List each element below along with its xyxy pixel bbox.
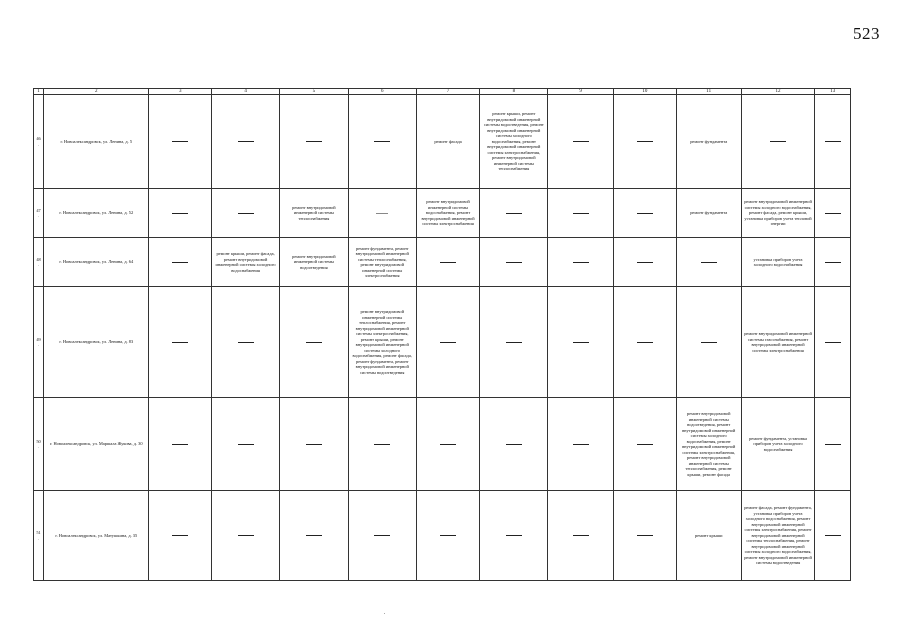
- address-text: г. Новоалександровск, ул. Маршала Жукова, д. 30: [49, 441, 143, 447]
- work-cell-col-8: [480, 287, 548, 398]
- work-text: ремонт внутридомовой инженерной системы водоснабжения, ремонт внутридомовой инженерной системы электроснабжения: [421, 199, 475, 227]
- dash-mark: [172, 141, 188, 142]
- dash-mark: [440, 535, 456, 536]
- work-cell-col-3: [149, 189, 212, 238]
- column-number-7: 7: [416, 89, 480, 95]
- dash-mark: [637, 342, 653, 343]
- row-number: 47.: [36, 207, 41, 218]
- work-cell-col-11: [676, 238, 741, 287]
- address-text: г. Новоалександровск, ул. Ленина, д. 52: [59, 210, 134, 216]
- work-cell-col-13: [815, 189, 851, 238]
- column-number-1: 1: [34, 89, 44, 95]
- dash-mark: [172, 342, 188, 343]
- address-text: г. Новоалександровск, ул. Ленина, д. 64: [59, 259, 134, 265]
- scan-artifact: [384, 613, 385, 614]
- dash-mark: [306, 444, 322, 445]
- work-cell-col-10: [614, 95, 677, 189]
- work-cell-col-13: [815, 287, 851, 398]
- work-cell-col-10: [614, 287, 677, 398]
- work-cell-col-6: [348, 287, 416, 398]
- column-number-6: 6: [348, 89, 416, 95]
- work-text: ремонт внутридомовой инженерной системы водоотведения, ремонт внутридомовой инженерной системы холодного водоснабжения, ремонт внутридомовой инженерной системы электроснабжения, ремонт внутридомовой инженерной системы теплоснабжения, ремонт крыши, ремонт фасада: [682, 411, 736, 477]
- work-cell-col-3: [149, 491, 212, 581]
- work-cell-col-13: [815, 398, 851, 491]
- dash-mark: [637, 444, 653, 445]
- work-cell-col-5: [279, 398, 348, 491]
- table-row: [34, 238, 851, 287]
- work-cell-col-13: [815, 491, 851, 581]
- dash-mark: [506, 213, 522, 214]
- row-number: 51.: [36, 530, 41, 541]
- dash-mark: [637, 262, 653, 263]
- dash-mark: [306, 141, 322, 142]
- dash-mark: [573, 342, 589, 343]
- work-cell-col-13: [815, 95, 851, 189]
- work-cell-col-7: [416, 238, 480, 287]
- dash-mark: [825, 262, 841, 263]
- work-text: ремонт внутридомовой инженерной системы теплоснабжения, ремонт внутридомовой инженерной системы электроснабжения, ремонт крыши, ремонт внутридомовой инженерной системы холодного водоснабжения, ремонт фасада, ремонт фундамента, ремонт внутридомовой инженерной системы водоотведения: [352, 309, 412, 375]
- work-cell-col-7: [416, 287, 480, 398]
- work-text: ремонт фундамента, ремонт внутридомовой инженерной системы теплоснабжения, ремонт внутридомовой инженерной системы электроснабжения: [355, 245, 409, 278]
- work-cell-col-5: [279, 238, 348, 287]
- work-cell-col-9: [548, 189, 614, 238]
- address-cell: [44, 398, 149, 491]
- dash-mark: [701, 342, 717, 343]
- dash-mark: [238, 535, 254, 536]
- work-text: ремонт внутридомовой инженерной системы холодного водоснабжения, ремонт фасада, ремонт крыши, установка приборов учета тепловой энергии: [744, 199, 812, 227]
- work-cell-col-11: [676, 398, 741, 491]
- address-cell: [44, 287, 149, 398]
- column-number-5: 5: [279, 89, 348, 95]
- work-text: ремонт фасада: [434, 138, 462, 144]
- column-number-11: 11: [676, 89, 741, 95]
- dash-mark: [701, 262, 717, 263]
- column-number-3: 3: [149, 89, 212, 95]
- work-cell-col-7: [416, 95, 480, 189]
- dash-mark: [172, 535, 188, 536]
- work-cell-col-4: [212, 287, 280, 398]
- work-text: ремонт крыши, ремонт внутридомовой инженерной системы водоотведения, ремонт внутридомовой инженерной системы холодного водоснабжения, ремонт внутридомовой инженерной системы электроснабжения, ремонт внутридомовой инженерной системы теплоснабжения: [483, 111, 544, 172]
- dash-mark: [770, 141, 786, 142]
- column-number-13: 13: [815, 89, 851, 95]
- work-cell-col-5: [279, 287, 348, 398]
- dash-mark: [374, 141, 390, 142]
- dash-mark: [172, 444, 188, 445]
- column-number-9: 9: [548, 89, 614, 95]
- work-text: ремонт фундамента: [690, 138, 728, 144]
- work-cell-col-6: [348, 238, 416, 287]
- column-number-8: 8: [480, 89, 548, 95]
- page-number: 523: [853, 24, 880, 43]
- work-cell-col-4: [212, 95, 280, 189]
- dash-mark: [506, 444, 522, 445]
- column-number-12: 12: [741, 89, 815, 95]
- work-cell-col-6: [348, 491, 416, 581]
- dash-mark: [374, 444, 390, 445]
- work-cell-col-3: [149, 95, 212, 189]
- work-text: ремонт внутридомовой инженерной системы водоотведения: [292, 253, 336, 270]
- table-row: [34, 189, 851, 238]
- work-cell-col-12: [741, 287, 815, 398]
- row-number: 50.: [36, 438, 41, 449]
- work-cell-col-12: [741, 189, 815, 238]
- dash-mark: [172, 213, 188, 214]
- column-number-2: 2: [44, 89, 149, 95]
- table-row: [34, 95, 851, 189]
- work-cell-col-9: [548, 238, 614, 287]
- dash-mark: [573, 535, 589, 536]
- row-number-cell: [34, 491, 44, 581]
- row-number: 48.: [36, 256, 41, 267]
- work-cell-col-12: [741, 398, 815, 491]
- address-cell: [44, 95, 149, 189]
- work-cell-col-4: [212, 398, 280, 491]
- work-cell-col-3: [149, 398, 212, 491]
- dash-mark: [825, 213, 841, 214]
- work-cell-col-5: [279, 491, 348, 581]
- dash-mark: [506, 342, 522, 343]
- work-cell-col-3: [149, 287, 212, 398]
- work-cell-col-11: [676, 491, 741, 581]
- dash-mark: [637, 535, 653, 536]
- dash-mark: [637, 213, 653, 214]
- work-cell-col-9: [548, 95, 614, 189]
- work-cell-col-9: [548, 287, 614, 398]
- dash-mark: [374, 535, 390, 536]
- work-cell-col-4: [212, 491, 280, 581]
- work-cell-col-7: [416, 189, 480, 238]
- work-cell-col-5: [279, 95, 348, 189]
- dash-mark: [440, 262, 456, 263]
- work-cell-col-12: [741, 95, 815, 189]
- dash-mark: [306, 342, 322, 343]
- address-text: г. Новоалександровск, ул. Матушкина, д. 35: [55, 532, 138, 538]
- work-cell-col-11: [676, 95, 741, 189]
- dash-mark: [238, 444, 254, 445]
- work-cell-col-8: [480, 491, 548, 581]
- work-text: ремонт крыши, ремонт фасада, ремонт внутридомовой инженерной системы холодного водоснабжения: [215, 251, 276, 273]
- work-cell-col-6: [348, 189, 416, 238]
- work-text: ремонт фасада, ремонт фундамента, установка приборов учета холодного водоснабжения, ремонт внутридомовой инженерной системы электроснабжения, ремонт внутридомовой инженерной системы теплоснабжения, ремонт внутридомовой инженерной системы холодного водоснабжения, ремонт внутридомовой инженерной системы водоотведения: [744, 505, 812, 566]
- dash-mark: [506, 262, 522, 263]
- row-number-cell: [34, 95, 44, 189]
- work-cell-col-9: [548, 491, 614, 581]
- dash-mark: [172, 262, 188, 263]
- dash-mark: [825, 342, 841, 343]
- row-number-cell: [34, 189, 44, 238]
- table-row: [34, 287, 851, 398]
- work-cell-col-11: [676, 189, 741, 238]
- dash-mark: [573, 213, 589, 214]
- work-cell-col-10: [614, 189, 677, 238]
- dash-mark: [573, 141, 589, 142]
- work-cell-col-10: [614, 398, 677, 491]
- work-cell-col-11: [676, 287, 741, 398]
- column-number-10: 10: [614, 89, 677, 95]
- row-number-cell: [34, 398, 44, 491]
- work-cell-col-13: [815, 238, 851, 287]
- dash-mark: [637, 141, 653, 142]
- dash-mark: [573, 444, 589, 445]
- row-number: 49.: [36, 336, 41, 347]
- work-cell-col-6: [348, 95, 416, 189]
- row-number: 46.: [36, 136, 41, 147]
- work-cell-col-5: [279, 189, 348, 238]
- work-cell-col-8: [480, 398, 548, 491]
- dash-mark: [238, 141, 254, 142]
- dash-mark: [440, 444, 456, 445]
- work-cell-col-7: [416, 398, 480, 491]
- dash-mark: [825, 141, 841, 142]
- dash-mark: [825, 535, 841, 536]
- work-cell-col-4: [212, 238, 280, 287]
- column-number-4: 4: [212, 89, 280, 95]
- address-cell: [44, 189, 149, 238]
- work-cell-col-12: [741, 491, 815, 581]
- work-text: ремонт внутридомовой инженерной системы газоснабжения, ремонт внутридомовой инженерной системы электроснабжения: [744, 331, 812, 353]
- address-text: г. Новоалександровск, ул. Ленина, д. 83: [59, 339, 134, 345]
- work-cell-col-3: [149, 238, 212, 287]
- work-cell-col-9: [548, 398, 614, 491]
- work-text: ремонт фундамента: [690, 210, 728, 216]
- work-cell-col-8: [480, 189, 548, 238]
- row-number-cell: [34, 287, 44, 398]
- dash-mark: [440, 342, 456, 343]
- dash-mark: [376, 213, 388, 214]
- work-cell-col-10: [614, 491, 677, 581]
- dash-mark: [238, 342, 254, 343]
- row-number-cell: [34, 238, 44, 287]
- work-cell-col-10: [614, 238, 677, 287]
- address-text: г. Новоалександровск, ул. Ленина, д. 5: [60, 138, 133, 144]
- work-text: ремонт внутридомовой инженерной системы теплоснабжения: [292, 204, 336, 221]
- work-cell-col-6: [348, 398, 416, 491]
- overhaul-schedule-table: [33, 88, 851, 581]
- dash-mark: [506, 535, 522, 536]
- work-cell-col-7: [416, 491, 480, 581]
- address-cell: [44, 238, 149, 287]
- address-cell: [44, 491, 149, 581]
- work-cell-col-8: [480, 95, 548, 189]
- work-cell-col-8: [480, 238, 548, 287]
- dash-mark: [238, 213, 254, 214]
- table-row: [34, 398, 851, 491]
- work-cell-col-12: [741, 238, 815, 287]
- dash-mark: [306, 535, 322, 536]
- work-text: ремонт фундамента, установка приборов учета холодного водоснабжения: [749, 435, 807, 452]
- table-row: [34, 491, 851, 581]
- work-text: ремонт крыши: [694, 532, 723, 538]
- work-text: установка приборов учета холодного водоснабжения: [753, 256, 803, 267]
- dash-mark: [573, 262, 589, 263]
- dash-mark: [825, 444, 841, 445]
- work-cell-col-4: [212, 189, 280, 238]
